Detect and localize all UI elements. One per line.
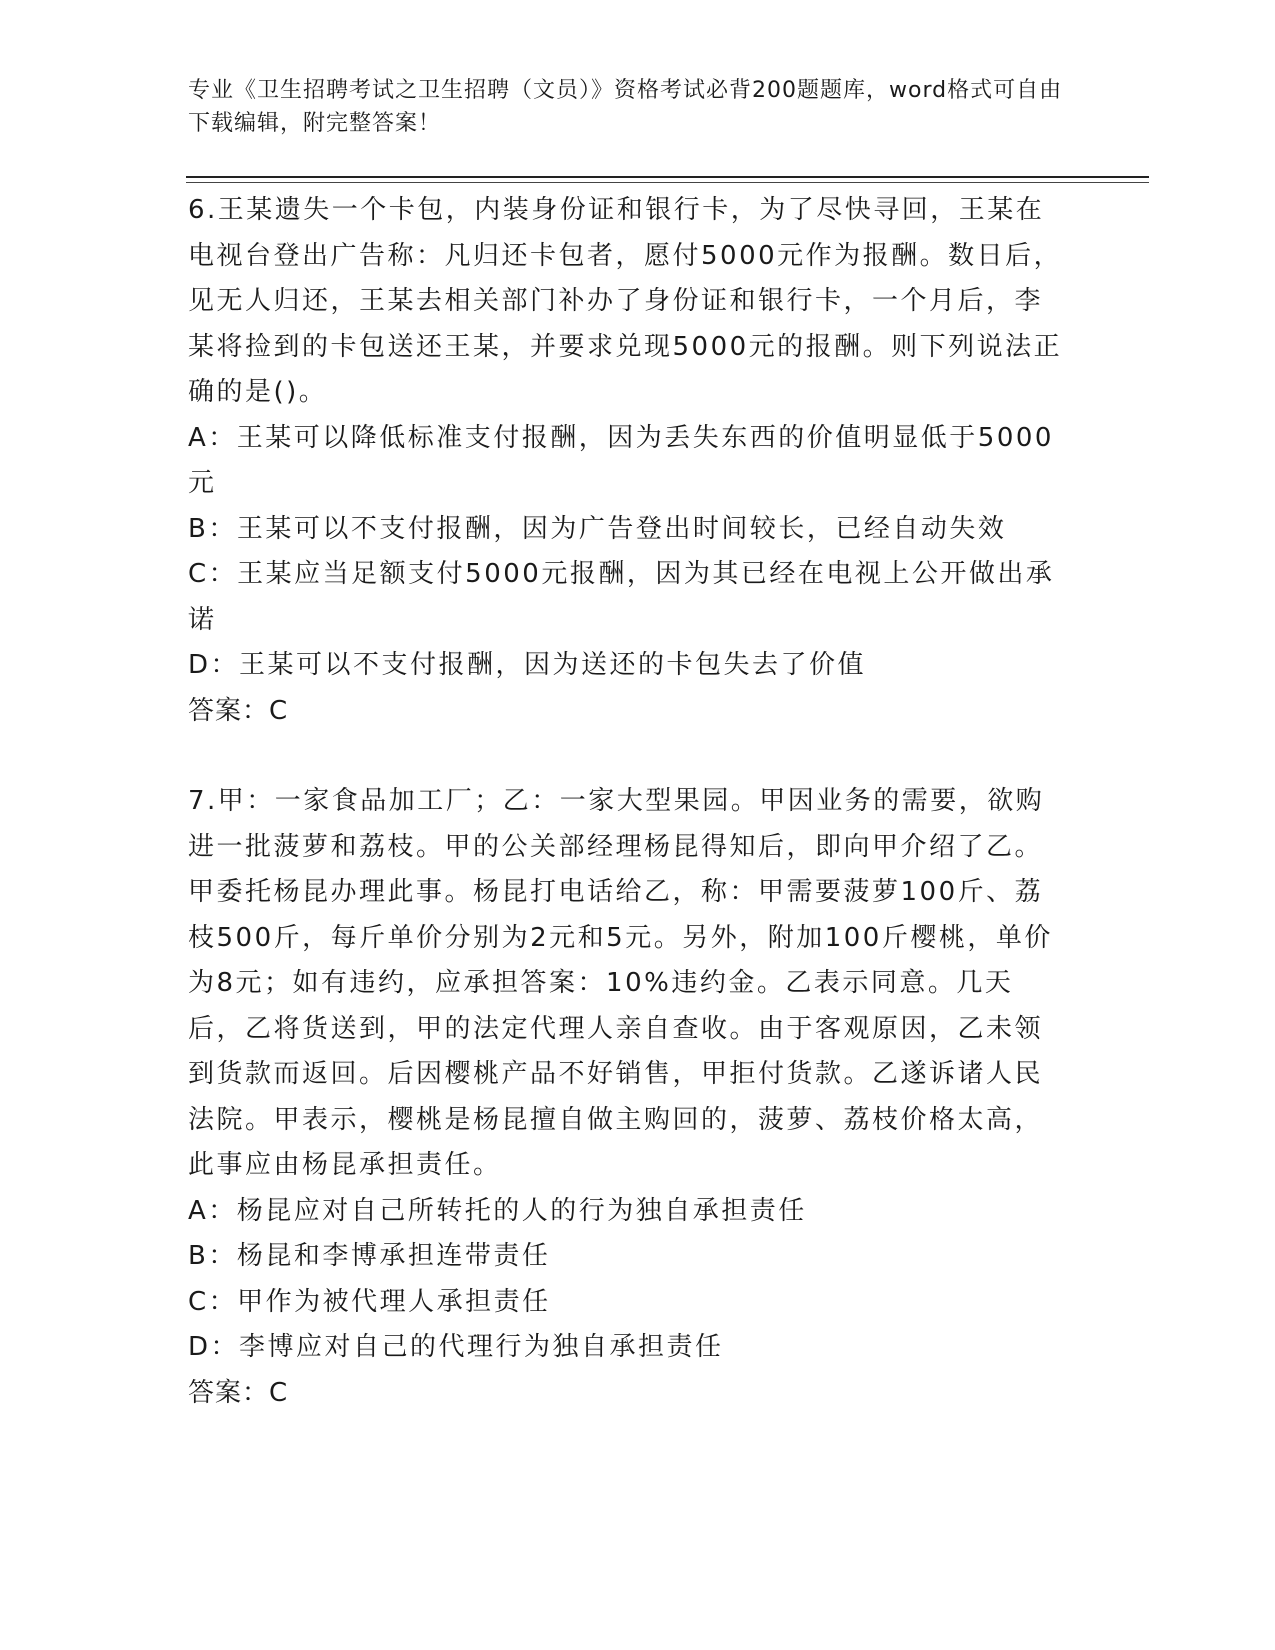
option-c: C：甲作为被代理人承担责任 <box>188 1286 551 1317</box>
document-header: 专业《卫生招聘考试之卫生招聘（文员）》资格考试必背200题题库，word格式可自由下载编辑，附完整答案！ <box>188 78 1063 136</box>
option-b: B：杨昆和李博承担连带责任 <box>188 1241 551 1271</box>
option-b: B：王某可以不支付报酬，因为广告登出时间较长，已经自动失效 <box>188 513 1007 544</box>
header-divider-thick <box>186 176 1149 178</box>
question-text: 7.甲：一家食品加工厂；乙：一家大型果园。甲因业务的需要，欲购进一批菠萝和荔枝。甲的公关部经理杨昆得知后，即向甲介绍了乙。甲委托杨昆办理此事。杨昆打电话给乙，称：甲需要菠萝100斤、荔枝500斤，每斤单价分别为2元和5元。另外，附加100斤樱桃，单价为8元；如有违约，应承担答案：10%违约金。乙表示同意。几天后，乙将货送到，甲的法定代理人亲自查收。由于客观原因，乙未领到货款而返回。后因樱桃产品不好销售，甲拒付货款。乙遂诉诸人民法院。甲表示，樱桃是杨昆擅自做主购回的，菠萝、荔枝价格太高，此事应由杨昆承担责任。 <box>188 786 1053 1180</box>
question-text: 6.王某遗失一个卡包，内装身份证和银行卡，为了尽快寻回，王某在电视台登出广告称：凡归还卡包者，愿付5000元作为报酬。数日后，见无人归还，王某去相关部门补办了身份证和银行卡，一个月后，李某将捡到的卡包送还王某，并要求兑现5000元的报酬。则下列说法正确的是()。 <box>188 195 1063 407</box>
option-d: D：王某可以不支付报酬，因为送还的卡包失去了价值 <box>188 650 867 680</box>
answer: 答案：C <box>188 1377 289 1408</box>
option-a: A：王某可以降低标准支付报酬，因为丢失东西的价值明显低于5000元 <box>188 422 1054 498</box>
question-6 <box>188 188 1068 689</box>
option-a: A：杨昆应对自己所转托的人的行为独自承担责任 <box>188 1195 807 1226</box>
answer: 答案：C <box>188 695 289 726</box>
option-c: C：王某应当足额支付5000元报酬，因为其已经在电视上公开做出承诺 <box>188 559 1055 635</box>
document-body <box>188 188 1068 1416</box>
option-d: D：李博应对自己的代理行为独自承担责任 <box>188 1332 724 1362</box>
question-7 <box>188 779 1068 1371</box>
header-divider-thin <box>186 182 1149 183</box>
spacer <box>188 734 1068 779</box>
